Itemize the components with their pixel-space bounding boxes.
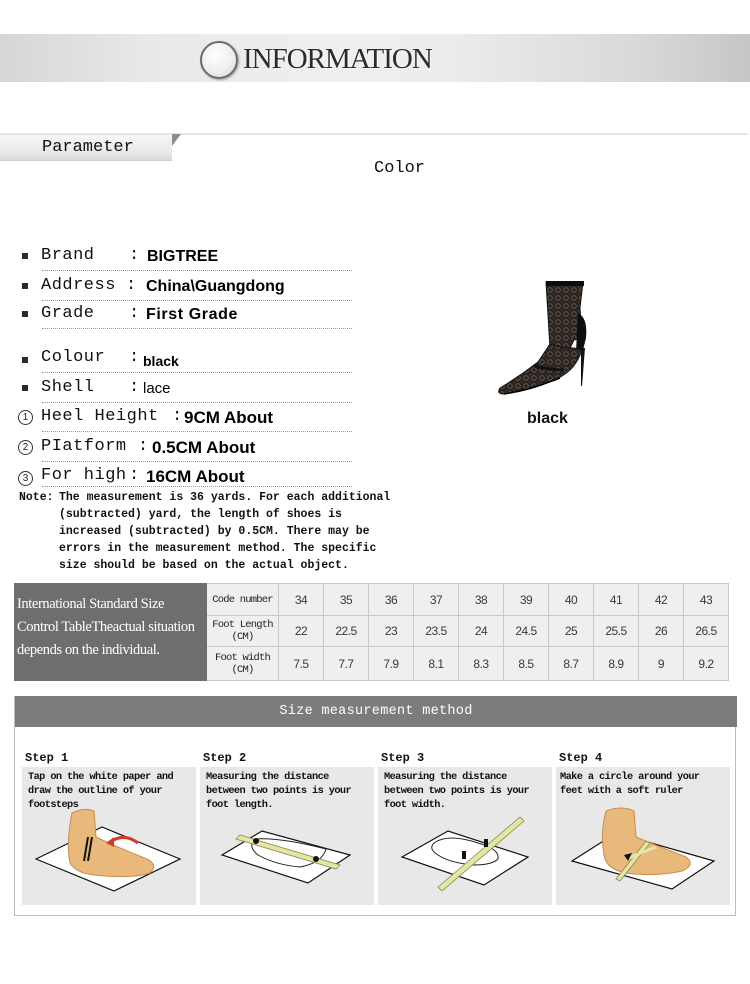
tab-corner-icon: [172, 134, 181, 146]
step-title: Step 4: [559, 751, 603, 765]
step-panel: [556, 767, 730, 905]
bullet-square-icon: [22, 385, 28, 391]
spec-label: Shell: [41, 378, 95, 397]
lace-boot-icon: [490, 278, 600, 403]
dotted-divider: [42, 402, 352, 403]
spec-separator: :: [129, 304, 140, 323]
cell: 25: [549, 616, 594, 647]
spec-label: For high: [41, 466, 127, 485]
step-title: Step 1: [25, 751, 69, 765]
spec-row-platform: [22, 436, 352, 462]
spec-row-brand: [22, 245, 352, 271]
foot-on-paper-icon: [22, 803, 196, 903]
cell: 41: [594, 584, 639, 616]
spec-row-address: [22, 275, 352, 301]
note-label: Note:: [19, 491, 54, 504]
step-text: Measuring the distance between two points is your foot width.: [384, 771, 530, 811]
foot-length-ruler-icon: [200, 803, 374, 903]
step-title: Step 2: [203, 751, 247, 765]
spec-separator: :: [129, 378, 140, 397]
spec-separator: :: [172, 407, 183, 426]
spec-separator: :: [129, 246, 140, 265]
spec-value: BIGTREE: [147, 248, 219, 265]
spec-value: 0.5CM About: [152, 438, 256, 457]
cell: 8.3: [459, 647, 504, 681]
spec-separator: :: [129, 348, 140, 367]
circle-icon: [200, 41, 238, 79]
circled-3-icon: 3: [18, 471, 33, 486]
cell: 24.5: [504, 616, 549, 647]
cell: 42: [639, 584, 684, 616]
cell: 7.7: [324, 647, 369, 681]
circled-2-icon: 2: [18, 440, 33, 455]
table-row-code: [15, 584, 729, 616]
row-header: Code number: [207, 584, 279, 616]
product-image-black-lace-boot[interactable]: [490, 278, 600, 403]
spec-label: Brand: [41, 246, 95, 265]
spec-value: First Grade: [146, 306, 238, 323]
spec-value: China\Guangdong: [146, 278, 285, 295]
size-table: [14, 583, 729, 681]
spec-separator: :: [138, 437, 149, 456]
cell: 34: [279, 584, 324, 616]
bullet-square-icon: [22, 311, 28, 317]
spec-label: Heel Height: [41, 407, 159, 426]
row-header: Foot Length (CM): [207, 616, 279, 647]
bullet-square-icon: [22, 357, 28, 363]
product-color-label: black: [527, 410, 568, 427]
dotted-divider: [42, 372, 352, 373]
spec-separator: :: [126, 276, 137, 295]
color-heading: Color: [374, 159, 426, 178]
spec-row-grade: [22, 303, 352, 329]
spec-separator: :: [129, 466, 140, 485]
spec-row-heel-height: [22, 406, 352, 432]
spec-label: Colour: [41, 348, 106, 367]
cell: 37: [414, 584, 459, 616]
spec-label: Grade: [41, 304, 95, 323]
cell: 7.9: [369, 647, 414, 681]
dotted-divider: [42, 461, 352, 462]
banner-title: INFORMATION: [243, 43, 432, 75]
cell: 8.1: [414, 647, 459, 681]
note-text: The measurement is 36 yards. For each additional (subtracted) yard, the length of shoes is increased (subtracted) by 0.5CM. There may be errors in the measurement method. The specific size should be based on the actual object.: [59, 491, 391, 572]
cell: 35: [324, 584, 369, 616]
parameter-tab: Parameter: [0, 135, 172, 161]
bullet-square-icon: [22, 283, 28, 289]
dotted-divider: [42, 431, 352, 432]
size-table-caption: International Standard Size Control TableTheactual situation depends on the individual.: [15, 584, 207, 681]
step-3: [371, 751, 545, 811]
spec-row-for-high: [22, 465, 352, 487]
cell: 24: [459, 616, 504, 647]
dotted-divider: [42, 300, 352, 301]
cell: 26.5: [684, 616, 729, 647]
step-panel: [378, 767, 552, 905]
spec-row-shell: [22, 377, 352, 403]
foot-circumference-icon: [556, 803, 730, 903]
step-text: Make a circle around your feet with a soft ruler: [560, 771, 700, 797]
section-title: Size measurement method: [15, 696, 737, 727]
cell: 43: [684, 584, 729, 616]
bullet-square-icon: [22, 253, 28, 259]
step-text: Tap on the white paper and draw the outline of your footsteps: [28, 771, 174, 811]
dotted-divider: [42, 270, 352, 271]
cell: 22: [279, 616, 324, 647]
cell: 40: [549, 584, 594, 616]
circled-1-icon: 1: [18, 410, 33, 425]
row-header: Foot width (CM): [207, 647, 279, 681]
spec-label: Address: [41, 276, 116, 295]
cell: 7.5: [279, 647, 324, 681]
information-banner: [0, 34, 750, 82]
cell: 26: [639, 616, 684, 647]
step-panel: [200, 767, 374, 905]
cell: 23: [369, 616, 414, 647]
spec-value: black: [143, 353, 179, 369]
spec-label: PIatform: [41, 437, 127, 456]
step-text: Measuring the distance between two points is your foot length.: [206, 771, 352, 811]
spec-value: 9CM About: [184, 408, 274, 427]
cell: 39: [504, 584, 549, 616]
size-measurement-section: [14, 696, 736, 916]
step-title: Step 3: [381, 751, 425, 765]
cell: 8.9: [594, 647, 639, 681]
measurement-note: [19, 489, 409, 574]
spec-value: lace: [143, 380, 171, 397]
step-4: [549, 751, 723, 797]
cell: 36: [369, 584, 414, 616]
cell: 9: [639, 647, 684, 681]
cell: 8.5: [504, 647, 549, 681]
cell: 9.2: [684, 647, 729, 681]
spec-row-colour: [22, 347, 352, 373]
foot-width-ruler-icon: [378, 803, 552, 903]
cell: 38: [459, 584, 504, 616]
cell: 22.5: [324, 616, 369, 647]
cell: 25.5: [594, 616, 639, 647]
step-panel: [22, 767, 196, 905]
step-2: [193, 751, 367, 811]
spec-value: 16CM About: [146, 467, 245, 486]
dotted-divider: [42, 328, 352, 329]
step-1: [15, 751, 189, 811]
dotted-divider: [42, 486, 352, 487]
cell: 8.7: [549, 647, 594, 681]
cell: 23.5: [414, 616, 459, 647]
